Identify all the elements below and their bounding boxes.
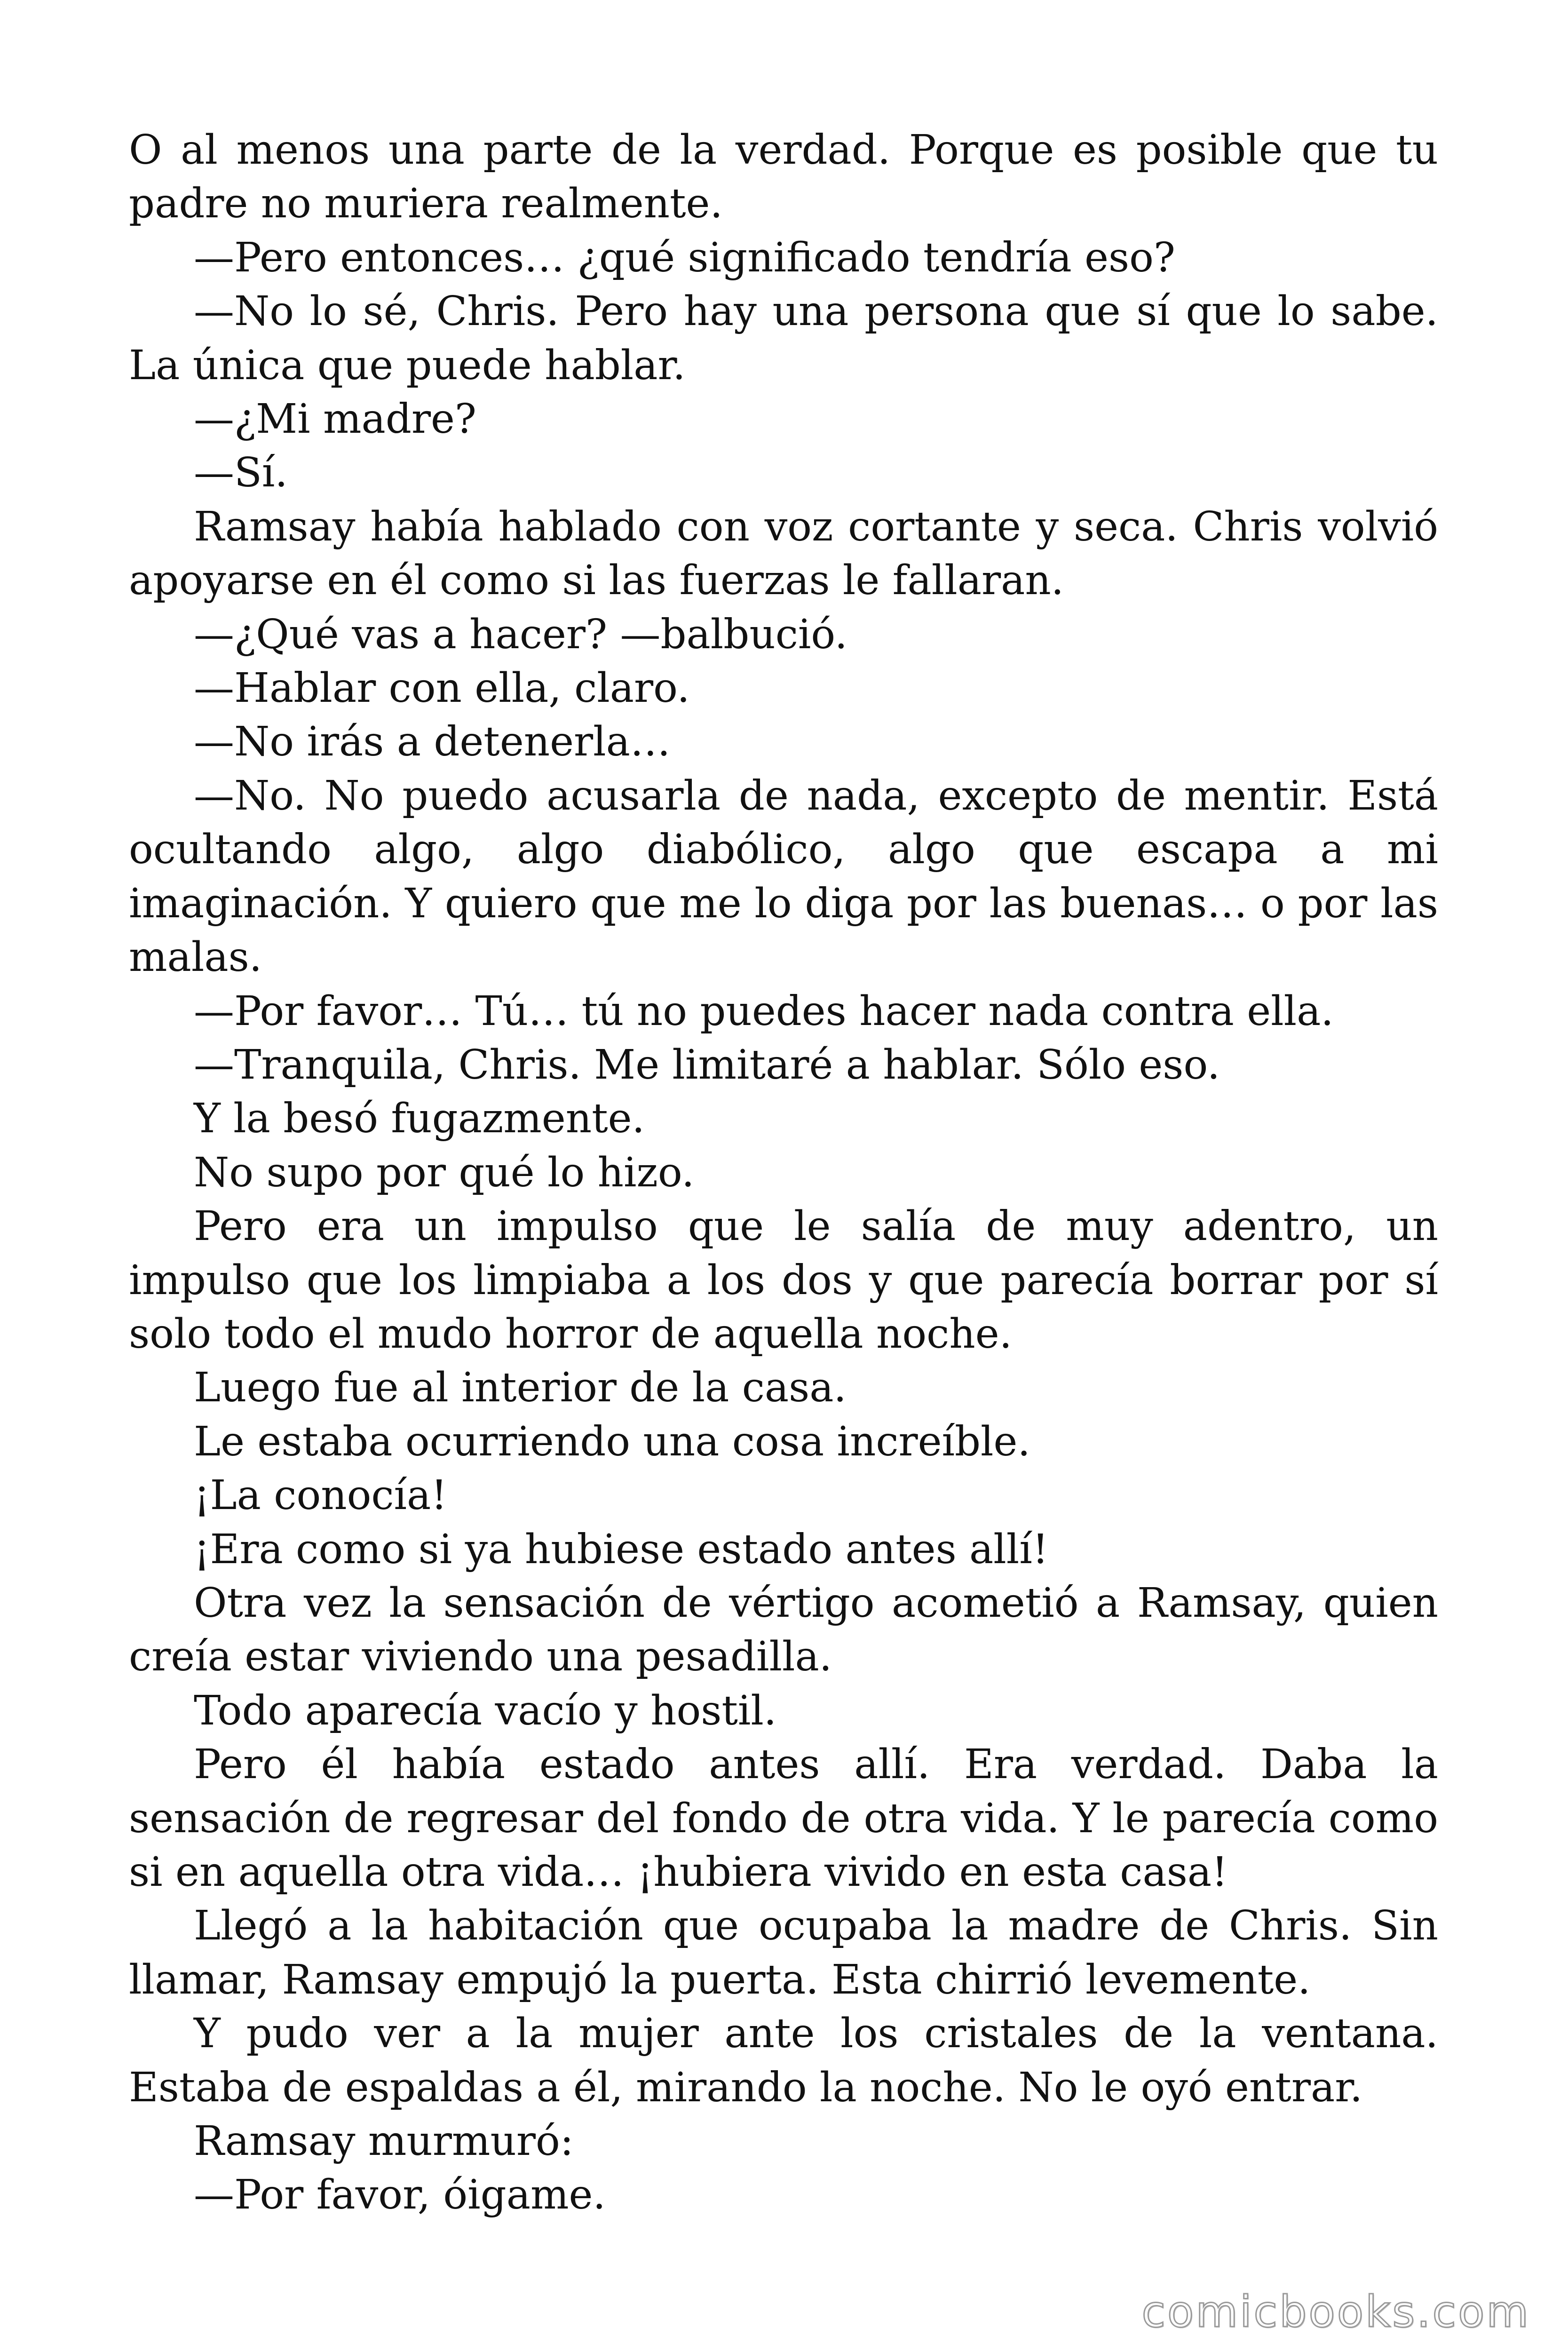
paragraph: —No irás a detenerla… xyxy=(194,718,671,766)
paragraph: —Pero entonces… ¿qué significado tendría eso? xyxy=(194,234,1176,281)
paragraph: —Por favor, óigame. xyxy=(194,2171,606,2219)
paragraph: Otra vez la sensación de vértigo acometió a Ramsay, quien creía estar viviendo una pesadilla. xyxy=(129,1579,1438,1681)
paragraph: —No lo sé, Chris. Pero hay una persona que sí que lo sabe. La única que puede hablar. xyxy=(129,288,1438,389)
paragraph: —Tranquila, Chris. Me limitaré a hablar. Sólo eso. xyxy=(194,1041,1220,1089)
paragraph: O al menos una parte de la verdad. Porque es posible que tu padre no muriera realmente. xyxy=(129,127,1438,228)
paragraph: —Por favor… Tú… tú no puedes hacer nada contra ella. xyxy=(194,987,1334,1035)
paragraph: Llegó a la habitación que ocupaba la madre de Chris. Sin llamar, Ramsay empujó la puerta. Esta chirrió levemente. xyxy=(129,1902,1438,2003)
paragraph: ¡Era como si ya hubiese estado antes allí! xyxy=(194,1526,1049,1573)
paragraph: —Sí. xyxy=(194,449,288,497)
paragraph: —¿Qué vas a hacer? —balbució. xyxy=(194,611,847,658)
paragraph: Le estaba ocurriendo una cosa increíble. xyxy=(194,1418,1030,1465)
watermark-logo: comicbooks.com xyxy=(1141,2287,1530,2337)
paragraph: —Hablar con ella, claro. xyxy=(194,665,690,712)
paragraph: Y la besó fugazmente. xyxy=(194,1095,645,1143)
paragraph: Y pudo ver a la mujer ante los cristales de la ventana. Estaba de espaldas a él, mirando la noche. No le oyó entrar. xyxy=(129,2010,1438,2111)
paragraph: Pero él había estado antes allí. Era verdad. Daba la sensación de regresar del fondo de otra vida. Y le parecía como si en aquella otra vida… ¡hubiera vivido en esta casa! xyxy=(129,1741,1438,1896)
paragraph: ¡La conocía! xyxy=(194,1472,447,1519)
paragraph: —No. No puedo acusarla de nada, excepto de mentir. Está ocultando algo, algo diabólico, algo que escapa a mi imaginación. Y quiero que me lo diga por las buenas… o por las malas. xyxy=(129,772,1438,981)
paragraph: Ramsay había hablado con voz cortante y seca. Chris volvió apoyarse en él como si las fuerzas le fallaran. xyxy=(129,503,1438,604)
paragraph: Todo aparecía vacío y hostil. xyxy=(194,1687,777,1734)
paragraph: Luego fue al interior de la casa. xyxy=(194,1364,847,1412)
page-body-text xyxy=(129,123,1438,2222)
paragraph: Pero era un impulso que le salía de muy adentro, un impulso que los limpiaba a los dos y que parecía borrar por sí solo todo el mudo horror de aquella noche. xyxy=(129,1203,1438,1358)
paragraph: No supo por qué lo hizo. xyxy=(194,1149,695,1196)
paragraph: Ramsay murmuró: xyxy=(194,2118,574,2165)
paragraph: —¿Mi madre? xyxy=(194,396,476,443)
